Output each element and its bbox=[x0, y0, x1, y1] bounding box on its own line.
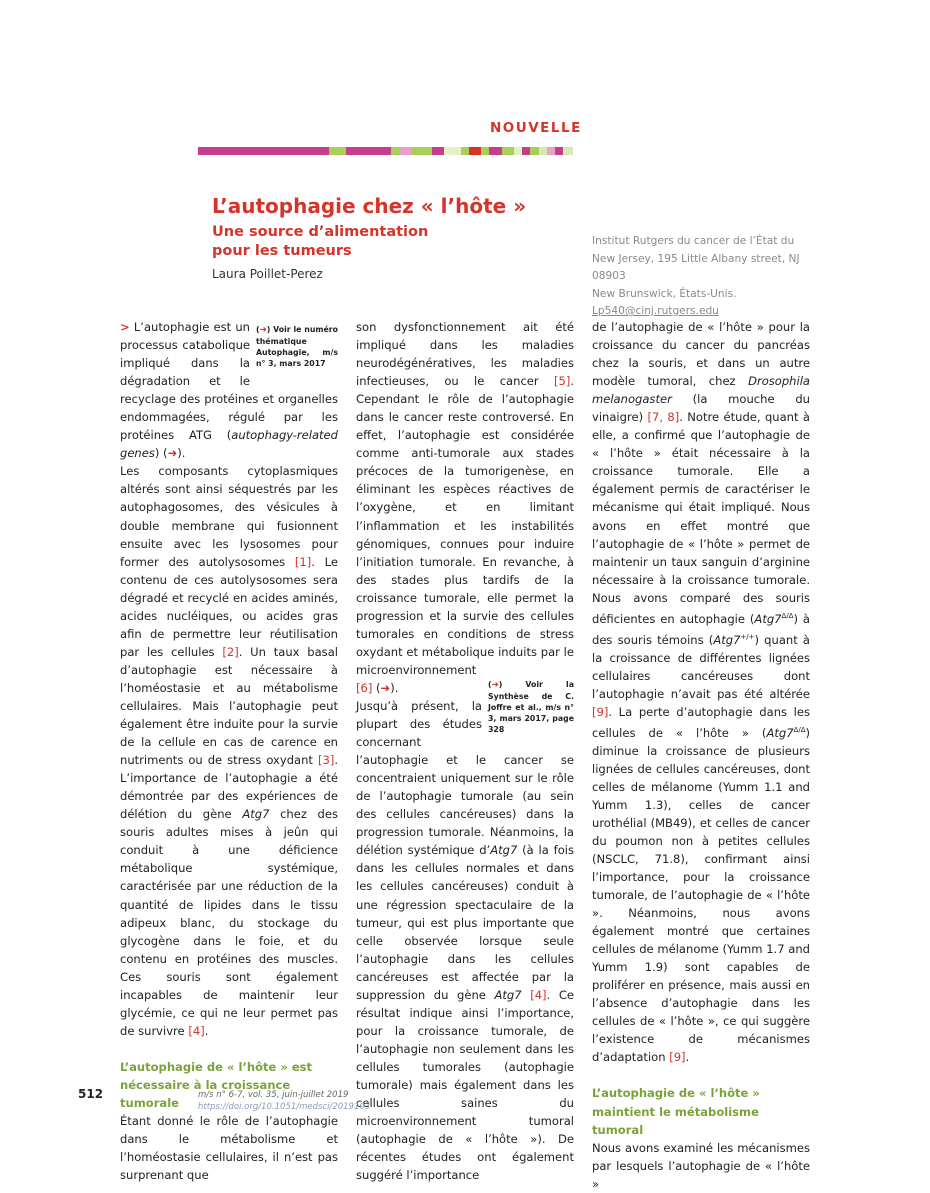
citation-link[interactable]: [4] bbox=[530, 987, 547, 1002]
text: (à la fois dans les cellules normales et dans les cellules cancéreuses) conduit à une régression spectaculaire de la tumeur, qui est plus importante que celle observée lorsque seule l’autophagie dans les cellules cancéreuses est affectée par la suppression du gène bbox=[356, 843, 574, 1002]
strip-segment bbox=[514, 147, 522, 155]
strip-segment bbox=[198, 147, 231, 155]
text: ). bbox=[390, 680, 399, 695]
strip-segment bbox=[296, 147, 329, 155]
doi-link[interactable]: https://doi.org/10.1051/medsci/2019103 bbox=[198, 1102, 371, 1112]
arrow-icon: ➜ bbox=[491, 679, 499, 690]
text: . Cependant le rôle de l’autophagie dans le cancer reste controversé. En effet, l’autophagie est considérée comme anti-tumorale aux stades précoces de la tumorigenèse, en éliminant les espèces réactives de l’oxygène, et en limitant l’inflammation et les instabilités génomiques, connues pour induire l’initiation tumorale. En revanche, à des stades plus tardifs de la croissance tumorale, elle permet la progression et la survie des cellules tumorales en conditions de stress oxydant et métabolique induits par le microenvironnement bbox=[356, 374, 574, 677]
article-title: L’autophagie chez « l’hôte » bbox=[212, 194, 527, 218]
strip-segment bbox=[231, 147, 264, 155]
text: . Un taux basal d’autophagie est nécessaire à l’homéostasie et au métabolisme cellulaires. Mais l’autophagie peut également être induite pour la survie de la cellule en cas de carence en nutriments ou de stress oxydant bbox=[120, 644, 338, 768]
section-rubric: NOUVELLE bbox=[490, 120, 582, 136]
gene-name: Atg7 bbox=[494, 987, 522, 1002]
citation-link[interactable]: [5] bbox=[553, 374, 571, 389]
text-column-2 bbox=[356, 318, 574, 1184]
section-heading: L’autophagie de « l’hôte » maintient le métabolisme tumoral bbox=[592, 1086, 760, 1137]
genotype-superscript: +/+ bbox=[740, 632, 755, 641]
citation-link[interactable]: [4] bbox=[188, 1023, 205, 1038]
text-column-1 bbox=[120, 318, 338, 1184]
citation-link[interactable]: [9] bbox=[669, 1050, 686, 1065]
citation-link[interactable]: [2] bbox=[222, 644, 239, 659]
citation-link[interactable]: [6] bbox=[356, 680, 373, 695]
strip-segment bbox=[539, 147, 547, 155]
text-italic: autophagy-related genes bbox=[120, 428, 338, 461]
strip-segment bbox=[444, 147, 460, 155]
strip-segment bbox=[399, 147, 411, 155]
citation-link[interactable]: [1] bbox=[294, 554, 312, 569]
strip-segment bbox=[530, 147, 538, 155]
text: ) diminue la croissance de plusieurs lignées de cellules cancéreuses, dont celles de mélanome (Yumm 1.1 and Yumm 1.3), celles de cancer urothélial (MB49), et celles de cancer du poumon non à petites cellules (NSCLC, 71.8), confirmant ainsi l’importance, pour la croissance tumorale, de l’autophagie de « l’hôte ». Néanmoins, nous avons également montré que certaines cellules de mélanome (Yumm 1.7 and Yumm 1.9) sont capables de proliférer en présence, mais aussi en l’absence d’autophagie dans les cellules de « l’hôte », ce qui suggère l’existence de mécanismes d’adaptation bbox=[592, 725, 810, 1065]
intro-marker: > bbox=[120, 320, 130, 334]
text: ) ( bbox=[154, 446, 168, 461]
text: Jusqu’à présent, la plupart des études concernant l’autophagie et le cancer se concentraient uniquement sur le rôle de l’autophagie tumorale (au sein des cellules cancéreuses) dans la progression tumorale. Néanmoins, la délétion systémique d’ bbox=[356, 698, 574, 858]
strip-segment bbox=[489, 147, 501, 155]
text: . Le contenu de ces autolysosomes sera dégradé et recyclé en acides aminés, acides nucléiques, ou acides gras afin de permettre leur réutilisation par les cellules bbox=[120, 554, 338, 659]
gene-name: Atg7 bbox=[754, 611, 782, 626]
arrow-icon: ➜ bbox=[167, 446, 178, 461]
paragraph bbox=[592, 318, 810, 1066]
text: . bbox=[685, 1050, 690, 1065]
strip-segment bbox=[502, 147, 514, 155]
strip-segment bbox=[461, 147, 469, 155]
citation-link[interactable]: [3] bbox=[317, 753, 335, 768]
citation-link[interactable]: [7, 8] bbox=[647, 410, 680, 425]
paragraph: Étant donné le rôle de l’autophagie dans le métabolisme et l’homéostasie cellulaires, il n’est pas surprenant que bbox=[120, 1114, 338, 1183]
strip-segment bbox=[547, 147, 555, 155]
paragraph: Nous avons examiné les mécanismes par lesquels l’autophagie de « l’hôte » bbox=[592, 1140, 810, 1191]
article-author: Laura Poillet-Perez bbox=[212, 267, 323, 281]
author-email-link[interactable]: Lp540@cinj.rutgers.edu bbox=[592, 305, 719, 317]
article-subtitle: Une source d’alimentation pour les tumeurs bbox=[212, 224, 429, 259]
color-strip bbox=[198, 147, 573, 155]
genotype-superscript: Δ/Δ bbox=[793, 725, 806, 734]
margin-note-text: Voir la Synthèse de C. Joffre et al., m/s n° 3, mars 2017, page 328 bbox=[488, 679, 574, 734]
paragraph bbox=[356, 318, 574, 679]
affiliation-line: New Jersey, 195 Little Albany street, NJ 08903 bbox=[592, 252, 800, 282]
margin-note: (➜) Voir le numéro thématique Autophagie, m/s n° 3, mars 2017 bbox=[256, 325, 338, 368]
margin-note-text: Voir le numéro thématique Autophagie, m/s n° 3, mars 2017 bbox=[256, 325, 338, 368]
strip-segment bbox=[469, 147, 481, 155]
affiliation-line: New Brunswick, États-Unis. bbox=[592, 287, 737, 300]
strip-segment bbox=[555, 147, 563, 155]
text: . Notre étude, quant à elle, a confirmé que l’autophagie de « l’hôte » était nécessaire à la croissance tumorale. Elle a également permis de caractériser le mécanisme qui était impliqué. Nous avons en effet montré que l’autophagie de « l’hôte » permet de maintenir un taux sanguin d’arginine nécessaire à la croissance tumorale. Nous avons comparé des souris déficientes en autophagie ( bbox=[592, 410, 810, 626]
strip-segment bbox=[481, 147, 489, 155]
text: ). bbox=[177, 446, 186, 461]
gene-name: Atg7 bbox=[242, 807, 270, 822]
author-affiliation bbox=[592, 233, 832, 321]
text: de l’autophagie de « l’hôte » pour la croissance du cancer du pancréas chez la souris, et dans un autre modèle tumoral, chez bbox=[592, 320, 810, 389]
text: Les composants cytoplasmiques altérés sont ainsi séquestrés par les autophagosomes, des vésicules à double membrane qui fusionnent ensuite avec les lysosomes pour former des autolysosomes bbox=[120, 464, 338, 569]
strip-segment bbox=[432, 147, 444, 155]
gene-name: Atg7 bbox=[766, 725, 794, 740]
gene-name: Atg7 bbox=[490, 843, 518, 858]
strip-segment bbox=[264, 147, 297, 155]
strip-segment bbox=[411, 147, 432, 155]
strip-segment bbox=[563, 147, 573, 155]
affiliation-line: Institut Rutgers du cancer de l’État du bbox=[592, 235, 795, 247]
text: ) à des souris témoins ( bbox=[592, 611, 810, 647]
margin-note: (➜) Voir la Synthèse de C. Joffre et al., m/s n° 3, mars 2017, page 328 bbox=[488, 679, 574, 734]
text: chez des souris adultes mises à jeûn qui conduit à une déficience métabolique systémique, caractérisée par une réduction de la quantité de lipides dans le tissu adipeux blanc, du stockage du glycogène dans le foie, et du contenu en protéines des muscles. Ces souris sont également incapables de maintenir leur glycémie, ce qui ne leur permet pas de survivre bbox=[120, 807, 338, 1038]
species-name: Drosophila melanogaster bbox=[592, 374, 810, 407]
strip-segment bbox=[370, 147, 391, 155]
strip-segment bbox=[391, 147, 399, 155]
text: ) quant à la croissance de différentes lignées cellulaires cancéreuses dont l’autophagie n’avait pas été altérée bbox=[592, 632, 810, 701]
text: (la mouche du vinaigre) bbox=[592, 392, 810, 425]
gene-name: Atg7 bbox=[713, 632, 741, 647]
text: son dysfonctionnement ait été impliqué dans les maladies neurodégénératives, les maladies infectieuses, ou le cancer bbox=[356, 320, 574, 389]
arrow-icon: ➜ bbox=[380, 680, 391, 695]
strip-segment bbox=[329, 147, 345, 155]
text-column-3 bbox=[592, 318, 810, 1193]
text: . La perte d’autophagie dans les cellules de « l’hôte » ( bbox=[592, 704, 810, 740]
text: L’autophagie est un processus catabolique impliqué dans la dégradation et le recyclage des protéines et organelles endommagées, régulé par les protéines ATG ( bbox=[120, 320, 338, 443]
text: . L’importance de l’autophagie a été démontrée par des expériences de délétion du gène bbox=[120, 753, 338, 822]
section-heading: L’autophagie de « l’hôte » est nécessaire à la croissance tumorale bbox=[120, 1059, 313, 1110]
journal-citation: m/s n° 6-7, vol. 35, juin-juillet 2019 bbox=[198, 1090, 349, 1100]
paragraph bbox=[120, 462, 338, 1040]
strip-segment bbox=[346, 147, 371, 155]
journal-reference bbox=[198, 1089, 370, 1113]
strip-segment bbox=[522, 147, 530, 155]
page-number: 512 bbox=[78, 1087, 104, 1101]
citation-link[interactable]: [9] bbox=[592, 704, 609, 719]
genotype-superscript: Δ/Δ bbox=[781, 611, 794, 620]
text: ( bbox=[372, 680, 381, 695]
paragraph bbox=[356, 697, 574, 1184]
text: . Ce résultat indique ainsi l’importance, pour la croissance tumorale, de l’autophagie non seulement dans les cellules tumorales (autophagie tumorale) mais également dans les cellules saines du microenvironnement tumoral (autophagie de « l’hôte »). De récentes études ont également suggéré l’importance bbox=[356, 987, 574, 1183]
text: . bbox=[204, 1023, 209, 1038]
arrow-icon: ➜ bbox=[259, 325, 267, 335]
